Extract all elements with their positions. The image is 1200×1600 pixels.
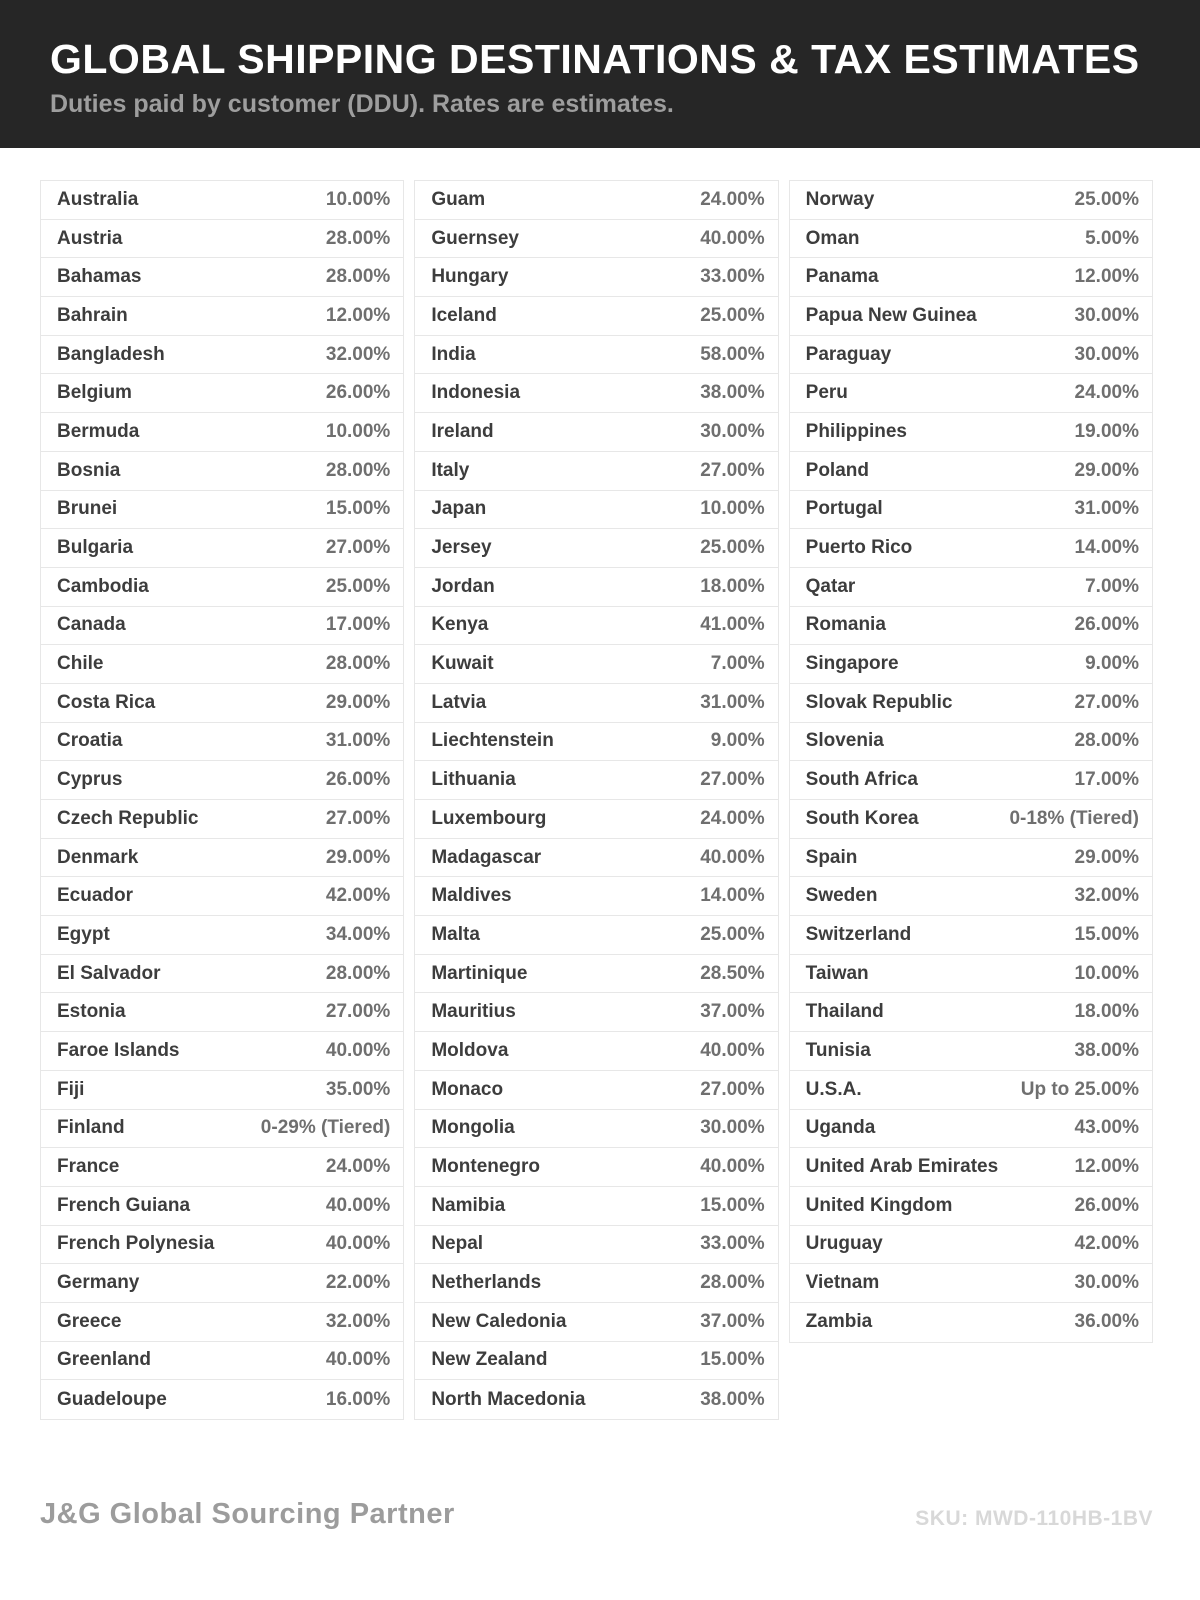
country-name: Papua New Guinea	[805, 304, 977, 326]
tax-rate-value: 24.00%	[325, 1156, 391, 1178]
rate-row	[790, 336, 1152, 375]
rate-row	[790, 568, 1152, 607]
rate-row	[415, 800, 777, 839]
header-banner	[0, 0, 1200, 148]
country-name: Martinique	[431, 962, 528, 984]
tax-rate-value: 24.00%	[700, 188, 765, 210]
rate-row	[415, 452, 777, 491]
rate-row	[41, 568, 403, 607]
country-name: French Guiana	[57, 1194, 191, 1216]
country-name: Ireland	[431, 420, 494, 442]
country-name: Luxembourg	[431, 807, 547, 829]
tax-rate-value: 31.00%	[700, 691, 765, 713]
rate-row	[415, 297, 777, 336]
country-name: Bulgaria	[57, 537, 134, 559]
rate-row	[790, 220, 1152, 259]
tax-rate-value: 38.00%	[1074, 1039, 1139, 1061]
country-name: Slovenia	[805, 730, 884, 752]
tax-rate-value: 41.00%	[700, 614, 765, 636]
country-name: Monaco	[431, 1078, 504, 1100]
rate-row	[415, 1071, 777, 1110]
rate-row	[415, 1032, 777, 1071]
tax-rate-value: 31.00%	[325, 730, 391, 752]
country-name: Australia	[57, 188, 139, 210]
page-title: GLOBAL SHIPPING DESTINATIONS & TAX ESTIMATES	[50, 36, 1140, 82]
rate-row	[41, 684, 403, 723]
country-name: Maldives	[431, 885, 512, 907]
country-name: Japan	[431, 498, 487, 520]
country-name: Italy	[431, 459, 470, 481]
tax-rate-value: 29.00%	[325, 691, 391, 713]
tax-rate-value: Up to 25.00%	[1020, 1078, 1139, 1100]
tax-rate-value: 28.00%	[325, 962, 391, 984]
rate-row	[790, 839, 1152, 878]
country-name: Brunei	[57, 498, 118, 520]
tax-rate-value: 40.00%	[325, 1194, 391, 1216]
rate-row	[415, 374, 777, 413]
tax-rate-value: 58.00%	[700, 343, 765, 365]
tax-rate-value: 15.00%	[1074, 923, 1139, 945]
country-name: Peru	[805, 382, 848, 404]
country-name: Mauritius	[431, 1001, 516, 1023]
tax-rate-value: 27.00%	[325, 1001, 391, 1023]
country-name: Germany	[57, 1272, 140, 1294]
rate-row	[41, 1110, 403, 1149]
country-name: Portugal	[805, 498, 883, 520]
rate-row	[790, 258, 1152, 297]
tax-rate-value: 38.00%	[700, 1388, 765, 1410]
tax-rate-value: 12.00%	[325, 304, 391, 326]
rate-row	[790, 955, 1152, 994]
tax-rate-value: 37.00%	[700, 1001, 765, 1023]
rate-row	[790, 1032, 1152, 1071]
country-name: Guadeloupe	[57, 1388, 167, 1410]
tax-rate-value: 32.00%	[325, 343, 391, 365]
rate-row	[415, 1187, 777, 1226]
country-name: Iceland	[431, 304, 497, 326]
rate-row	[41, 220, 403, 259]
rate-row	[790, 916, 1152, 955]
tax-rate-value: 30.00%	[1074, 304, 1139, 326]
rate-row	[415, 1342, 777, 1381]
country-name: Uganda	[805, 1117, 876, 1139]
country-name: Egypt	[57, 923, 110, 945]
rate-row	[41, 1303, 403, 1342]
rate-row	[41, 1032, 403, 1071]
rates-table-area	[0, 180, 1200, 1420]
rate-row	[415, 529, 777, 568]
rate-row	[415, 1110, 777, 1149]
country-name: Canada	[57, 614, 126, 636]
country-name: Kenya	[431, 614, 489, 636]
rate-row	[415, 684, 777, 723]
rate-row	[790, 723, 1152, 762]
tax-rate-value: 27.00%	[700, 769, 765, 791]
rate-row	[790, 1110, 1152, 1149]
rate-row	[41, 955, 403, 994]
country-name: Ecuador	[57, 885, 134, 907]
country-name: Uruguay	[805, 1233, 883, 1255]
tax-rate-value: 28.50%	[700, 962, 765, 984]
rate-row	[415, 1380, 777, 1419]
tax-rate-value: 10.00%	[700, 498, 765, 520]
rate-row	[41, 1226, 403, 1265]
tax-rate-value: 27.00%	[1074, 691, 1139, 713]
country-name: El Salvador	[57, 962, 161, 984]
tax-rate-value: 40.00%	[325, 1233, 391, 1255]
country-name: Cambodia	[57, 575, 149, 597]
tax-rate-value: 27.00%	[325, 537, 391, 559]
rate-row	[790, 452, 1152, 491]
rate-row	[41, 800, 403, 839]
tax-rate-value: 24.00%	[1074, 382, 1139, 404]
rate-row	[41, 181, 403, 220]
country-name: Greece	[57, 1310, 122, 1332]
country-name: Madagascar	[431, 846, 542, 868]
country-name: Bangladesh	[57, 343, 165, 365]
tax-rate-value: 12.00%	[1074, 1156, 1139, 1178]
brand-name: J&G Global Sourcing Partner	[40, 1498, 455, 1530]
country-name: Bermuda	[57, 420, 140, 442]
country-name: Netherlands	[431, 1272, 542, 1294]
country-name: Namibia	[431, 1194, 506, 1216]
country-name: Fiji	[57, 1078, 85, 1100]
tax-rate-value: 33.00%	[700, 266, 765, 288]
rate-row	[790, 684, 1152, 723]
country-name: Thailand	[805, 1001, 884, 1023]
tax-rate-value: 28.00%	[325, 266, 391, 288]
rate-row	[790, 374, 1152, 413]
rate-column-2	[414, 180, 778, 1420]
tax-rate-value: 18.00%	[700, 575, 765, 597]
rate-row	[790, 529, 1152, 568]
tax-rate-value: 30.00%	[700, 1117, 765, 1139]
tax-rate-value: 15.00%	[700, 1349, 765, 1371]
country-name: Bahamas	[57, 266, 142, 288]
page-subtitle: Duties paid by customer (DDU). Rates are estimates.	[50, 90, 674, 118]
country-name: Taiwan	[805, 962, 869, 984]
rate-row	[790, 645, 1152, 684]
tax-rate-value: 30.00%	[1074, 1272, 1139, 1294]
tax-rate-value: 38.00%	[700, 382, 765, 404]
sku-label: SKU: MWD-110HB-1BV	[915, 1507, 1153, 1530]
rate-row	[790, 1264, 1152, 1303]
tax-rate-value: 35.00%	[325, 1078, 391, 1100]
country-name: Norway	[805, 188, 875, 210]
tax-rate-value: 32.00%	[325, 1310, 391, 1332]
tax-rate-value: 31.00%	[1074, 498, 1139, 520]
rate-row	[41, 877, 403, 916]
rate-row	[41, 761, 403, 800]
rate-row	[41, 336, 403, 375]
tax-rate-value: 15.00%	[325, 498, 391, 520]
tax-rate-value: 9.00%	[1085, 653, 1139, 675]
tax-rate-value: 40.00%	[700, 1156, 765, 1178]
rate-row	[415, 220, 777, 259]
rate-row	[415, 413, 777, 452]
tax-rate-value: 28.00%	[700, 1272, 765, 1294]
tax-rate-value: 40.00%	[325, 1349, 391, 1371]
rate-row	[41, 1342, 403, 1381]
country-name: Slovak Republic	[805, 691, 953, 713]
rate-row	[415, 955, 777, 994]
rate-row	[41, 297, 403, 336]
rate-row	[415, 491, 777, 530]
rate-row	[415, 916, 777, 955]
tax-rate-value: 43.00%	[1074, 1117, 1139, 1139]
rate-row	[41, 916, 403, 955]
tax-rate-value: 15.00%	[700, 1194, 765, 1216]
tax-rate-value: 25.00%	[1074, 188, 1139, 210]
country-name: Jordan	[431, 575, 495, 597]
tax-rate-value: 25.00%	[325, 575, 391, 597]
country-name: Guernsey	[431, 227, 519, 249]
country-name: Czech Republic	[57, 807, 199, 829]
country-name: Faroe Islands	[57, 1039, 180, 1061]
tax-rate-value: 27.00%	[325, 807, 391, 829]
tax-rate-value: 29.00%	[1074, 846, 1139, 868]
country-name: Denmark	[57, 846, 139, 868]
country-name: Bahrain	[57, 304, 128, 326]
country-name: U.S.A.	[805, 1078, 862, 1100]
tax-rate-value: 12.00%	[1074, 266, 1139, 288]
country-name: Cyprus	[57, 769, 123, 791]
country-name: Greenland	[57, 1349, 151, 1371]
country-name: Paraguay	[805, 343, 892, 365]
rate-row	[415, 645, 777, 684]
country-name: Belgium	[57, 382, 132, 404]
tax-rate-value: 27.00%	[700, 1078, 765, 1100]
country-name: Spain	[805, 846, 858, 868]
tax-rate-value: 18.00%	[1074, 1001, 1139, 1023]
tax-rate-value: 30.00%	[700, 420, 765, 442]
country-name: Panama	[805, 266, 879, 288]
country-name: Latvia	[431, 691, 487, 713]
rate-row	[415, 1303, 777, 1342]
rate-row	[415, 181, 777, 220]
country-name: Romania	[805, 614, 886, 636]
country-name: Mongolia	[431, 1117, 515, 1139]
country-name: Indonesia	[431, 382, 521, 404]
country-name: Tunisia	[805, 1039, 871, 1061]
country-name: Chile	[57, 653, 104, 675]
tax-rate-value: 25.00%	[700, 923, 765, 945]
country-name: Zambia	[805, 1311, 873, 1333]
country-name: Malta	[431, 923, 480, 945]
rate-row	[790, 993, 1152, 1032]
tax-rate-value: 29.00%	[1074, 459, 1139, 481]
rate-row	[790, 297, 1152, 336]
rate-row	[41, 374, 403, 413]
rate-row	[790, 800, 1152, 839]
rate-row	[41, 993, 403, 1032]
rate-row	[415, 839, 777, 878]
country-name: North Macedonia	[431, 1388, 586, 1410]
tax-rate-value: 26.00%	[1074, 1194, 1139, 1216]
tax-rate-value: 36.00%	[1074, 1311, 1139, 1333]
rate-row	[41, 607, 403, 646]
country-name: United Arab Emirates	[805, 1156, 999, 1178]
country-name: Sweden	[805, 885, 878, 907]
country-name: Puerto Rico	[805, 537, 913, 559]
tax-rate-value: 7.00%	[1085, 575, 1139, 597]
country-name: Costa Rica	[57, 691, 156, 713]
tax-rate-value: 0-29% (Tiered)	[260, 1117, 391, 1139]
tax-rate-value: 29.00%	[325, 846, 391, 868]
tax-rate-value: 10.00%	[325, 420, 391, 442]
rate-row	[41, 839, 403, 878]
rate-row	[790, 761, 1152, 800]
country-name: India	[431, 343, 476, 365]
tax-rate-value: 42.00%	[1074, 1233, 1139, 1255]
country-name: Oman	[805, 227, 860, 249]
tax-rate-value: 16.00%	[325, 1388, 391, 1410]
tax-rate-value: 34.00%	[325, 923, 391, 945]
rate-row	[790, 877, 1152, 916]
tax-rate-value: 40.00%	[700, 227, 765, 249]
country-name: Guam	[431, 188, 486, 210]
tax-rate-value: 5.00%	[1085, 227, 1139, 249]
country-name: France	[57, 1156, 120, 1178]
rate-row	[41, 645, 403, 684]
tax-rate-value: 0-18% (Tiered)	[1009, 807, 1139, 829]
rate-row	[415, 1264, 777, 1303]
rate-row	[41, 452, 403, 491]
country-name: Liechtenstein	[431, 730, 554, 752]
rate-row	[790, 181, 1152, 220]
rate-row	[41, 723, 403, 762]
country-name: Austria	[57, 227, 123, 249]
tax-rate-value: 28.00%	[325, 227, 391, 249]
rate-row	[790, 1187, 1152, 1226]
country-name: Bosnia	[57, 459, 121, 481]
rate-row	[415, 761, 777, 800]
tax-rate-value: 40.00%	[700, 846, 765, 868]
tax-rate-value: 28.00%	[1074, 730, 1139, 752]
country-name: Moldova	[431, 1039, 509, 1061]
tax-rate-value: 25.00%	[700, 537, 765, 559]
country-name: South Africa	[805, 769, 918, 791]
rate-row	[415, 336, 777, 375]
rate-row	[41, 529, 403, 568]
tax-rate-value: 40.00%	[700, 1039, 765, 1061]
country-name: Jersey	[431, 537, 492, 559]
rate-row	[790, 607, 1152, 646]
rate-row	[790, 1226, 1152, 1265]
tax-rate-value: 26.00%	[1074, 614, 1139, 636]
country-name: Nepal	[431, 1233, 484, 1255]
tax-rate-value: 25.00%	[700, 304, 765, 326]
rate-row	[41, 1148, 403, 1187]
rate-row	[790, 1148, 1152, 1187]
country-name: Estonia	[57, 1001, 126, 1023]
tax-rate-value: 30.00%	[1074, 343, 1139, 365]
country-name: Qatar	[805, 575, 856, 597]
tax-rate-value: 27.00%	[700, 459, 765, 481]
rate-row	[41, 1380, 403, 1419]
rate-row	[790, 413, 1152, 452]
tax-rate-value: 10.00%	[1074, 962, 1139, 984]
tax-rate-value: 24.00%	[700, 807, 765, 829]
country-name: New Zealand	[431, 1349, 548, 1371]
tax-rate-value: 10.00%	[325, 188, 391, 210]
tax-rate-value: 14.00%	[700, 885, 765, 907]
country-name: Finland	[57, 1117, 125, 1139]
rate-row	[415, 1148, 777, 1187]
country-name: Philippines	[805, 420, 908, 442]
tax-rate-value: 19.00%	[1074, 420, 1139, 442]
country-name: South Korea	[805, 807, 919, 829]
country-name: Vietnam	[805, 1272, 880, 1294]
rate-row	[415, 723, 777, 762]
tax-rate-value: 26.00%	[325, 769, 391, 791]
rate-row	[415, 258, 777, 297]
tax-rate-value: 7.00%	[710, 653, 765, 675]
tax-rate-value: 32.00%	[1074, 885, 1139, 907]
rate-row	[41, 1264, 403, 1303]
country-name: Croatia	[57, 730, 123, 752]
tax-rate-value: 9.00%	[710, 730, 765, 752]
country-name: Singapore	[805, 653, 899, 675]
rate-row	[790, 1071, 1152, 1110]
rate-column-1	[40, 180, 404, 1420]
country-name: French Polynesia	[57, 1233, 215, 1255]
country-name: New Caledonia	[431, 1310, 567, 1332]
rate-row	[790, 1303, 1152, 1342]
tax-rate-value: 40.00%	[325, 1039, 391, 1061]
rate-row	[41, 1071, 403, 1110]
tax-rate-value: 28.00%	[325, 653, 391, 675]
tax-rate-value: 26.00%	[325, 382, 391, 404]
country-name: Kuwait	[431, 653, 494, 675]
rate-row	[41, 413, 403, 452]
rate-row	[790, 491, 1152, 530]
footer	[0, 1498, 1200, 1531]
tax-rate-value: 17.00%	[325, 614, 391, 636]
country-name: Hungary	[431, 266, 509, 288]
tax-rate-value: 42.00%	[325, 885, 391, 907]
country-name: United Kingdom	[805, 1194, 953, 1216]
rate-row	[415, 993, 777, 1032]
country-name: Lithuania	[431, 769, 516, 791]
rate-row	[415, 607, 777, 646]
rate-column-3	[789, 180, 1153, 1343]
country-name: Switzerland	[805, 923, 912, 945]
rate-row	[415, 1226, 777, 1265]
tax-rate-value: 22.00%	[325, 1272, 391, 1294]
rate-row	[41, 491, 403, 530]
tax-rate-value: 37.00%	[700, 1310, 765, 1332]
country-name: Montenegro	[431, 1156, 541, 1178]
tax-rate-value: 33.00%	[700, 1233, 765, 1255]
rate-row	[41, 1187, 403, 1226]
tax-rate-value: 28.00%	[325, 459, 391, 481]
tax-rate-value: 14.00%	[1074, 537, 1139, 559]
rate-row	[415, 877, 777, 916]
rate-row	[415, 568, 777, 607]
tax-rate-value: 17.00%	[1074, 769, 1139, 791]
country-name: Poland	[805, 459, 869, 481]
rate-row	[41, 258, 403, 297]
